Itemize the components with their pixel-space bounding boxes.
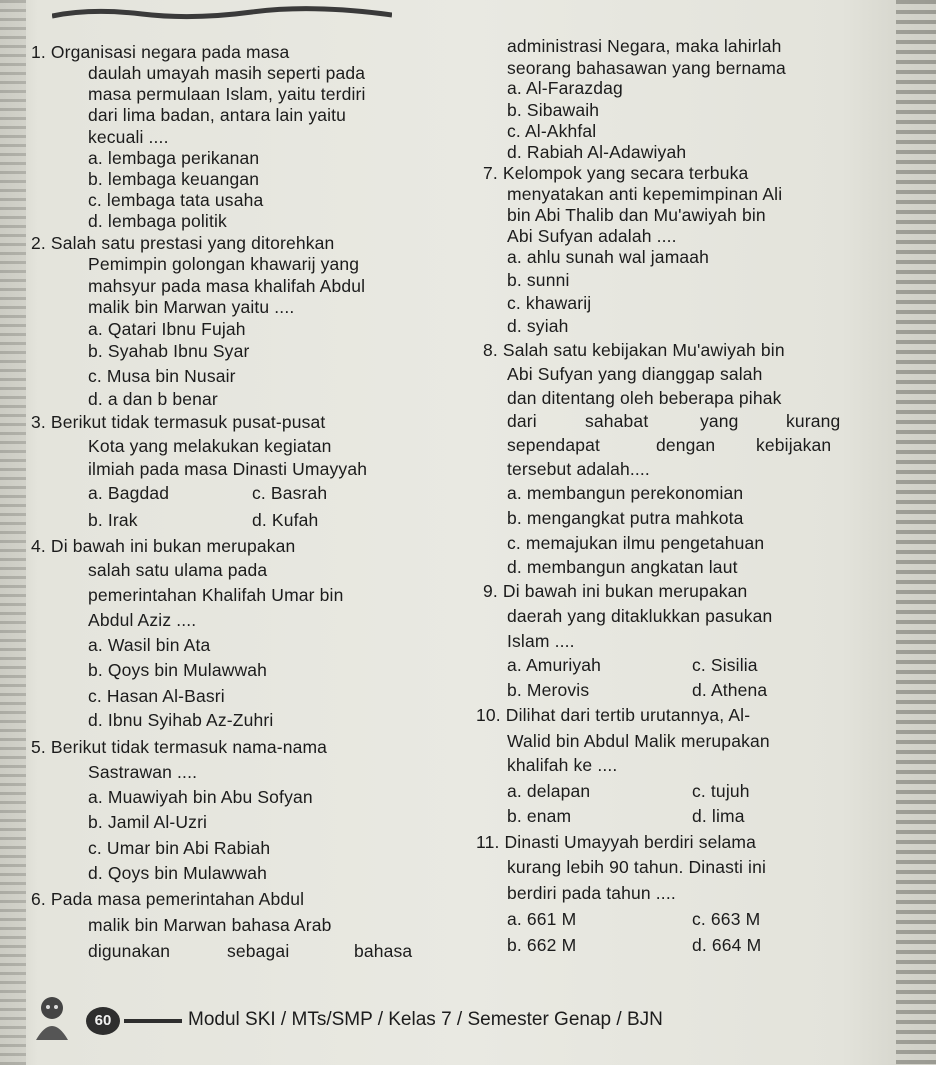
page-number: 60 bbox=[86, 1007, 120, 1035]
question-3-line-3: ilmiah pada masa Dinasti Umayyah bbox=[88, 459, 368, 479]
question-8-line-3: dan ditentang oleh beberapa pihak bbox=[507, 388, 782, 408]
question-8-line-5-word-2: dengan bbox=[656, 435, 716, 455]
question-4-line-4: Abdul Aziz .... bbox=[88, 610, 197, 630]
question-5-line-2: Sastrawan .... bbox=[88, 762, 198, 782]
question-9-option-b: b. Merovis bbox=[507, 680, 590, 700]
question-8-option-c: c. memajukan ilmu pengetahuan bbox=[507, 533, 765, 553]
question-11-line-1: 11. Dinasti Umayyah berdiri selama bbox=[476, 832, 757, 852]
question-2-line-3: mahsyur pada masa khalifah Abdul bbox=[88, 276, 366, 296]
question-11-line-2: kurang lebih 90 tahun. Dinasti ini bbox=[507, 857, 767, 877]
binding-left bbox=[0, 0, 26, 1065]
question-11-option-c: c. 663 M bbox=[692, 909, 761, 929]
question-8-option-d: d. membangun angkatan laut bbox=[507, 557, 738, 577]
mascot-icon bbox=[26, 994, 78, 1040]
question-2-option-a: a. Qatari Ibnu Fujah bbox=[88, 319, 246, 339]
question-1-option-d: d. lembaga politik bbox=[88, 211, 227, 231]
question-3-option-c: c. Basrah bbox=[252, 483, 328, 503]
question-2-option-d: d. a dan b benar bbox=[88, 389, 218, 409]
question-6-option-b: b. Sibawaih bbox=[507, 100, 600, 120]
question-4-option-c: c. Hasan Al-Basri bbox=[88, 686, 225, 706]
question-8-line-4-word-3: yang bbox=[700, 411, 739, 431]
question-1-option-a: a. lembaga perikanan bbox=[88, 148, 260, 168]
question-3-option-b: b. Irak bbox=[88, 510, 138, 530]
question-4-option-d: d. Ibnu Syihab Az-Zuhri bbox=[88, 710, 274, 730]
question-11-option-d: d. 664 M bbox=[692, 935, 762, 955]
question-5-line-1: 5. Berikut tidak termasuk nama-nama bbox=[31, 737, 328, 757]
question-6-line-4: administrasi Negara, maka lahirlah bbox=[507, 36, 782, 56]
question-8-line-4-word-1: dari bbox=[507, 411, 537, 431]
question-10-option-a: a. delapan bbox=[507, 781, 591, 801]
footer-title: Modul SKI / MTs/SMP / Kelas 7 / Semester Genap / BJN bbox=[188, 1009, 663, 1030]
question-5-option-a: a. Muawiyah bin Abu Sofyan bbox=[88, 787, 313, 807]
question-11-option-a: a. 661 M bbox=[507, 909, 577, 929]
question-8-line-4-word-4: kurang bbox=[786, 411, 841, 431]
question-3-option-a: a. Bagdad bbox=[88, 483, 170, 503]
question-8-line-1: 8. Salah satu kebijakan Mu'awiyah bin bbox=[483, 340, 785, 360]
question-1-option-b: b. lembaga keuangan bbox=[88, 169, 260, 189]
question-5-option-b: b. Jamil Al-Uzri bbox=[88, 812, 208, 832]
question-8-option-b: b. mengangkat putra mahkota bbox=[507, 508, 744, 528]
question-9-line-1: 9. Di bawah ini bukan merupakan bbox=[483, 581, 748, 601]
question-6-option-d: d. Rabiah Al-Adawiyah bbox=[507, 142, 687, 162]
question-3-line-2: Kota yang melakukan kegiatan bbox=[88, 436, 332, 456]
question-5-option-d: d. Qoys bin Mulawwah bbox=[88, 863, 268, 883]
question-2-option-c: c. Musa bin Nusair bbox=[88, 366, 236, 386]
question-8-line-5-word-1: sependapat bbox=[507, 435, 600, 455]
question-7-option-b: b. sunni bbox=[507, 270, 570, 290]
header-ornament bbox=[52, 6, 392, 22]
question-6-line-3-word-2: sebagai bbox=[227, 941, 290, 961]
question-8-line-6: tersebut adalah.... bbox=[507, 459, 650, 479]
question-7-line-3: bin Abi Thalib dan Mu'awiyah bin bbox=[507, 205, 766, 225]
question-8-option-a: a. membangun perekonomian bbox=[507, 483, 744, 503]
question-7-option-c: c. khawarij bbox=[507, 293, 592, 313]
question-3-option-d: d. Kufah bbox=[252, 510, 319, 530]
question-9-line-2: daerah yang ditaklukkan pasukan bbox=[507, 606, 773, 626]
question-6-option-c: c. Al-Akhfal bbox=[507, 121, 597, 141]
question-7-line-4: Abi Sufyan adalah .... bbox=[507, 226, 677, 246]
question-5-option-c: c. Umar bin Abi Rabiah bbox=[88, 838, 271, 858]
question-8-line-2: Abi Sufyan yang dianggap salah bbox=[507, 364, 763, 384]
question-11-option-b: b. 662 M bbox=[507, 935, 577, 955]
question-3-line-1: 3. Berikut tidak termasuk pusat-pusat bbox=[31, 412, 326, 432]
question-2-line-4: malik bin Marwan yaitu .... bbox=[88, 297, 295, 317]
question-1-line-2: daulah umayah masih seperti pada bbox=[88, 63, 366, 83]
question-11-line-3: berdiri pada tahun .... bbox=[507, 883, 676, 903]
question-4-line-3: pemerintahan Khalifah Umar bin bbox=[88, 585, 344, 605]
question-9-option-d: d. Athena bbox=[692, 680, 768, 700]
question-2-line-1: 2. Salah satu prestasi yang ditorehkan bbox=[31, 233, 335, 253]
question-4-line-2: salah satu ulama pada bbox=[88, 560, 268, 580]
question-10-option-b: b. enam bbox=[507, 806, 572, 826]
question-10-line-1: 10. Dilihat dari tertib urutannya, Al- bbox=[476, 705, 751, 725]
question-10-option-d: d. lima bbox=[692, 806, 745, 826]
question-4-option-b: b. Qoys bin Mulawwah bbox=[88, 660, 268, 680]
question-4-line-1: 4. Di bawah ini bukan merupakan bbox=[31, 536, 296, 556]
binding-right bbox=[896, 0, 936, 1065]
question-1-line-5: kecuali .... bbox=[88, 127, 169, 147]
question-10-option-c: c. tujuh bbox=[692, 781, 750, 801]
question-6-line-3-word-1: digunakan bbox=[88, 941, 171, 961]
question-9-option-a: a. Amuriyah bbox=[507, 655, 602, 675]
question-6-option-a: a. Al-Farazdag bbox=[507, 78, 623, 98]
question-7-option-d: d. syiah bbox=[507, 316, 569, 336]
question-2-line-2: Pemimpin golongan khawarij yang bbox=[88, 254, 360, 274]
question-8-line-4-word-2: sahabat bbox=[585, 411, 649, 431]
question-1-line-1: 1. Organisasi negara pada masa bbox=[31, 42, 290, 62]
question-2-option-b: b. Syahab Ibnu Syar bbox=[88, 341, 250, 361]
question-9-option-c: c. Sisilia bbox=[692, 655, 758, 675]
question-10-line-2: Walid bin Abdul Malik merupakan bbox=[507, 731, 770, 751]
question-1-line-4: dari lima badan, antara lain yaitu bbox=[88, 105, 347, 125]
question-10-line-3: khalifah ke .... bbox=[507, 755, 618, 775]
question-1-line-3: masa permulaan Islam, yaitu terdiri bbox=[88, 84, 366, 104]
question-7-line-2: menyatakan anti kepemimpinan Ali bbox=[507, 184, 783, 204]
question-8-line-5-word-3: kebijakan bbox=[756, 435, 832, 455]
question-4-option-a: a. Wasil bin Ata bbox=[88, 635, 211, 655]
question-6-line-3-word-3: bahasa bbox=[354, 941, 413, 961]
question-6-line-2: malik bin Marwan bahasa Arab bbox=[88, 915, 332, 935]
question-6-line-5: seorang bahasawan yang bernama bbox=[507, 58, 786, 78]
question-7-option-a: a. ahlu sunah wal jamaah bbox=[507, 247, 710, 267]
footer-rule-left bbox=[124, 1019, 182, 1023]
question-7-line-1: 7. Kelompok yang secara terbuka bbox=[483, 163, 749, 183]
question-1-option-c: c. lembaga tata usaha bbox=[88, 190, 264, 210]
question-9-line-3: Islam .... bbox=[507, 631, 575, 651]
question-6-line-1: 6. Pada masa pemerintahan Abdul bbox=[31, 889, 305, 909]
